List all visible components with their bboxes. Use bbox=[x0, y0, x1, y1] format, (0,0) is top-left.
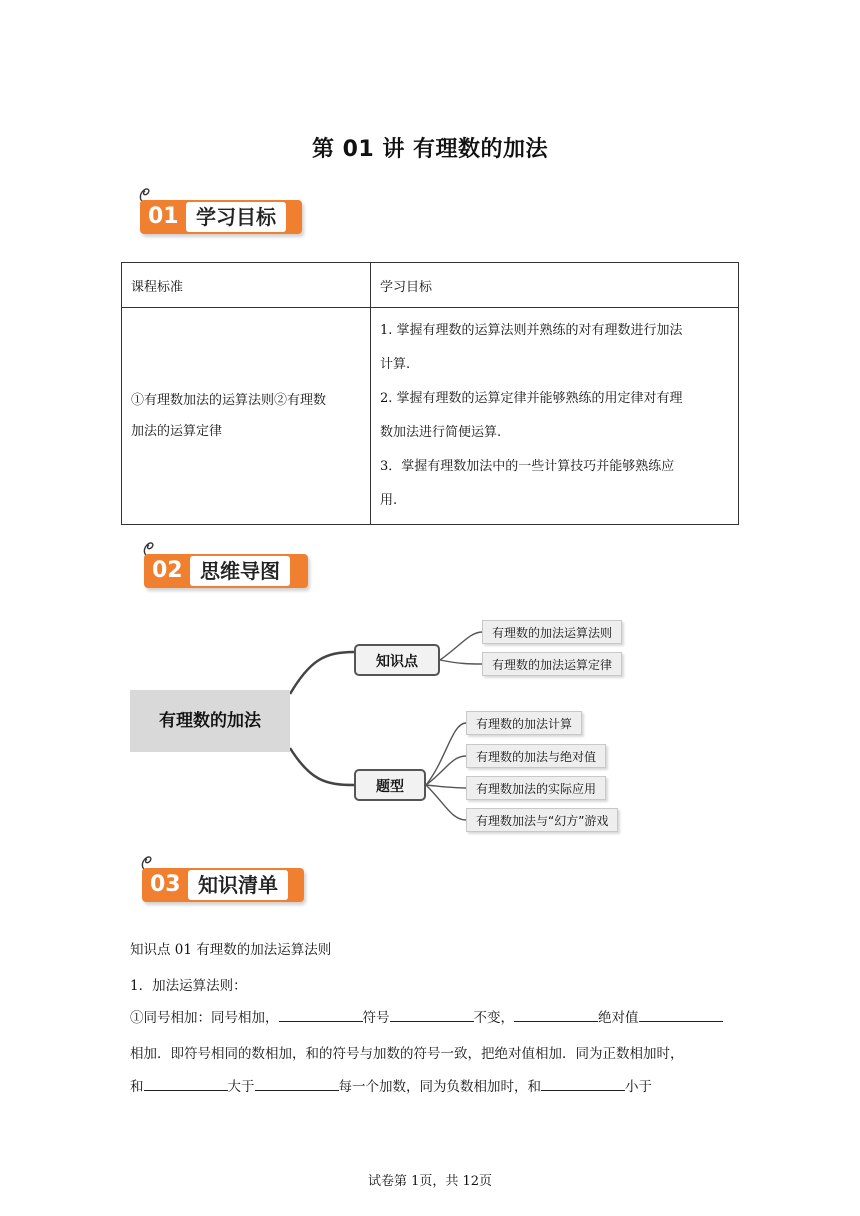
page-title: 第 01 讲 有理数的加法 bbox=[311, 137, 549, 162]
section-number: 03 bbox=[150, 872, 181, 897]
rule-line-1 bbox=[130, 1006, 723, 1026]
rule-title: 1．加法运算法则： bbox=[130, 978, 247, 994]
goal-line: 计算. bbox=[380, 357, 411, 372]
rule-line-2: 相加．即符号相同的数相加，和的符号与加数的符号一致，把绝对值相加．同为正数相加时， bbox=[130, 1046, 684, 1062]
text-fragment: ①同号相加：同号相加， bbox=[130, 1010, 279, 1026]
section-number: 02 bbox=[152, 558, 183, 583]
text-fragment: 小于 bbox=[625, 1079, 652, 1095]
page-footer: 试卷第 1页，共 12页 bbox=[367, 1174, 493, 1189]
goal-line: 1. 掌握有理数的运算法则并熟练的对有理数进行加法 bbox=[380, 323, 683, 338]
section-label: 思维导图 bbox=[190, 556, 290, 586]
mindmap-leaf: 有理数的加法运算定律 bbox=[482, 652, 622, 676]
goal-line: 用. bbox=[380, 493, 398, 508]
text-fragment: 不变， bbox=[473, 1010, 514, 1026]
section-number: 01 bbox=[148, 204, 179, 229]
text-fragment: 大于 bbox=[227, 1079, 255, 1095]
text-fragment: 绝对值 bbox=[598, 1010, 639, 1026]
mindmap-leaf: 有理数的加法与绝对值 bbox=[466, 744, 606, 768]
header-standard: 课程标准 bbox=[122, 263, 371, 308]
mindmap-branch-question-types: 题型 bbox=[354, 769, 426, 801]
mindmap-leaf: 有理数加法与“幻方”游戏 bbox=[466, 808, 618, 832]
mindmap-leaf: 有理数的加法计算 bbox=[466, 711, 582, 735]
rule-line-3 bbox=[130, 1075, 652, 1095]
mindmap-root: 有理数的加法 bbox=[130, 690, 290, 752]
standard-line: 加法的运算定律 bbox=[131, 424, 223, 439]
knowledge-heading: 知识点 01 有理数的加法运算法则 bbox=[130, 942, 332, 958]
mindmap-leaf: 有理数的加法运算法则 bbox=[482, 620, 622, 644]
fill-blank[interactable] bbox=[639, 1007, 723, 1022]
fill-blank[interactable] bbox=[514, 1007, 598, 1022]
goal-line: 2. 掌握有理数的运算定律并能够熟练的用定律对有理 bbox=[380, 391, 683, 406]
text-fragment: 符号 bbox=[362, 1010, 390, 1026]
section-label: 知识清单 bbox=[188, 870, 288, 900]
standard-line: ①有理数加法的运算法则②有理数 bbox=[131, 393, 327, 408]
fill-blank[interactable] bbox=[255, 1076, 339, 1091]
fill-blank[interactable] bbox=[144, 1076, 228, 1091]
fill-blank[interactable] bbox=[279, 1007, 363, 1022]
goal-line: 3．掌握有理数加法中的一些计算技巧并能够熟练应 bbox=[380, 459, 675, 474]
fill-blank[interactable] bbox=[541, 1076, 625, 1091]
goal-line: 数加法进行简便运算. bbox=[380, 425, 502, 440]
text-fragment: 每一个加数，同为负数相加时，和 bbox=[338, 1079, 541, 1095]
mindmap-leaf: 有理数加法的实际应用 bbox=[466, 776, 606, 800]
mindmap-branch-knowledge: 知识点 bbox=[354, 644, 440, 676]
fill-blank[interactable] bbox=[390, 1007, 474, 1022]
section-label: 学习目标 bbox=[186, 202, 286, 232]
text-fragment: 和 bbox=[130, 1079, 144, 1095]
section-badge-03 bbox=[142, 854, 304, 904]
header-goal: 学习目标 bbox=[371, 263, 739, 308]
